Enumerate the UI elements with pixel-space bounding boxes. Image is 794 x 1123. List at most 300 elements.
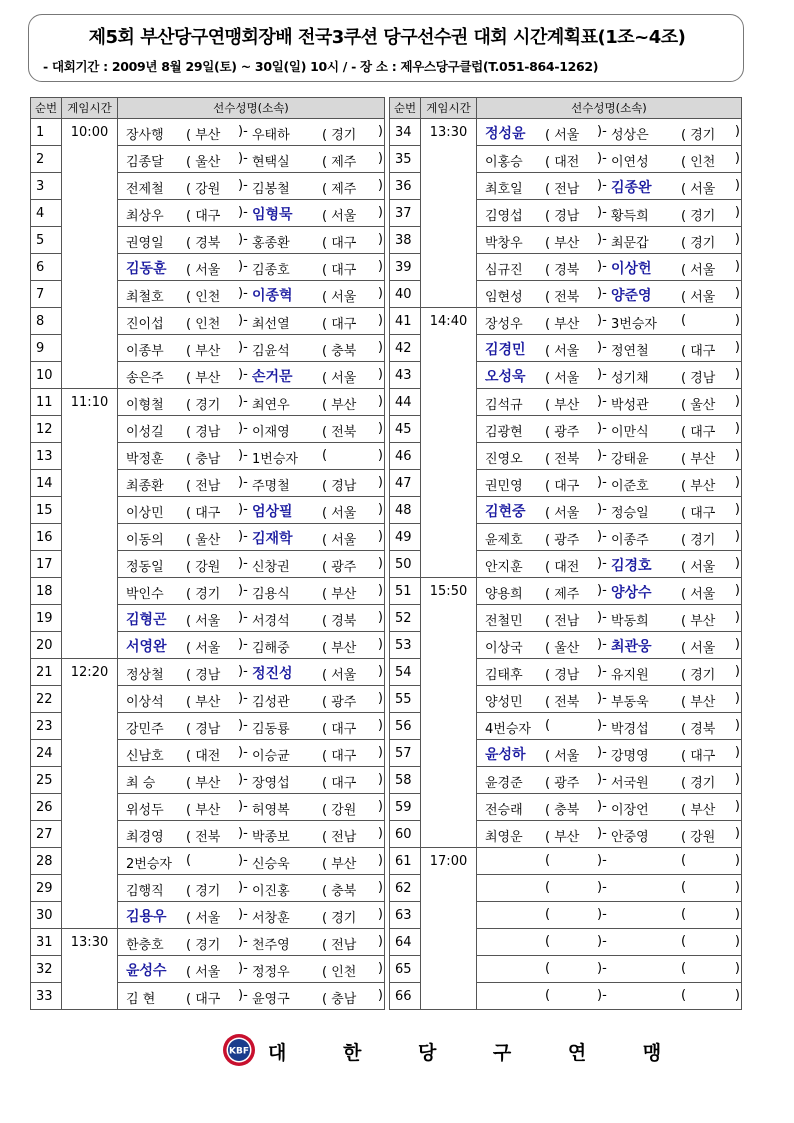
paren-close: ) [377, 799, 383, 814]
paren-close: ) [377, 826, 383, 841]
game-time [421, 551, 477, 578]
player2-name: 김봉철 [252, 182, 290, 197]
player1-affiliation [545, 799, 579, 818]
player2-affiliation [681, 313, 690, 328]
affiliation-text: 광주 [331, 560, 357, 575]
player2-affiliation [681, 799, 715, 818]
paren-close: ) [734, 556, 740, 571]
table-row [31, 713, 385, 740]
separator: )- [597, 907, 607, 922]
player2-affiliation [681, 286, 715, 305]
paren-open: ( [545, 263, 551, 278]
player1-name: 윤성하 [485, 747, 526, 763]
player2-affiliation [322, 178, 356, 197]
player2-affiliation [322, 232, 356, 251]
affiliation-text: 대구 [195, 209, 221, 224]
paren-open: ( [681, 506, 687, 521]
paren-open: ( [186, 668, 192, 683]
game-time [62, 524, 118, 551]
paren-close: ) [377, 232, 383, 247]
paren-open: ( [186, 938, 192, 953]
game-time [421, 659, 477, 686]
game-time: 11:10 [62, 389, 118, 416]
separator: )- [238, 367, 248, 382]
table-row [31, 497, 385, 524]
player1-affiliation [186, 448, 220, 467]
paren-open: ( [681, 182, 687, 197]
player1-name: 진이섭 [126, 317, 164, 332]
player2-affiliation [322, 610, 356, 629]
separator: )- [597, 232, 607, 247]
affiliation-text: 경기 [690, 533, 716, 548]
match-number: 44 [390, 389, 421, 416]
player1-affiliation [186, 367, 220, 386]
match-players [477, 767, 742, 794]
col-header-no: 순번 [390, 98, 421, 119]
affiliation-text: 충남 [195, 452, 221, 467]
table-row [31, 281, 385, 308]
player1-affiliation [545, 718, 554, 733]
match-players [477, 335, 742, 362]
paren-close: ) [377, 286, 383, 301]
separator: )- [597, 421, 607, 436]
player2-affiliation [322, 448, 331, 463]
player2-affiliation [681, 853, 690, 868]
player2-affiliation [322, 259, 356, 278]
paren-open: ( [545, 371, 551, 386]
player2-name: 이장언 [611, 803, 649, 818]
paren-open: ( [545, 934, 551, 949]
table-row [31, 848, 385, 875]
player2-name: 성상은 [611, 128, 649, 143]
affiliation-text: 전북 [331, 425, 357, 440]
player2-name: 1번승자 [252, 452, 298, 467]
paren-close: ) [377, 772, 383, 787]
game-time: 17:00 [421, 848, 477, 875]
paren-open: ( [186, 425, 192, 440]
game-time [421, 335, 477, 362]
paren-open: ( [322, 668, 328, 683]
affiliation-text: 울산 [690, 398, 716, 413]
player2-affiliation [681, 259, 715, 278]
player2-affiliation [681, 178, 715, 197]
match-players [118, 200, 385, 227]
game-time [421, 443, 477, 470]
table-row [390, 308, 742, 335]
match-number: 19 [31, 605, 62, 632]
separator: )- [597, 637, 607, 652]
separator: )- [597, 583, 607, 598]
player1-affiliation [545, 556, 579, 575]
affiliation-text: 경기 [690, 668, 716, 683]
affiliation-text: 서울 [195, 965, 221, 980]
separator: )- [238, 340, 248, 355]
table-row [390, 200, 742, 227]
player1-affiliation [186, 880, 220, 899]
player2-affiliation [681, 772, 715, 791]
affiliation-text: 전북 [554, 290, 580, 305]
paren-open: ( [322, 398, 328, 413]
paren-close: ) [734, 394, 740, 409]
separator: )- [597, 556, 607, 571]
player1-name: 위성두 [126, 803, 164, 818]
affiliation-text: 충남 [331, 992, 357, 1007]
separator: )- [238, 529, 248, 544]
match-players [118, 173, 385, 200]
affiliation-text: 전남 [331, 830, 357, 845]
player2-affiliation [322, 502, 356, 521]
table-row [31, 929, 385, 956]
paren-open: ( [681, 533, 687, 548]
paren-close: ) [377, 745, 383, 760]
match-number: 55 [390, 686, 421, 713]
player1-affiliation [545, 934, 554, 949]
table-row [390, 740, 742, 767]
player2-name: 김동룡 [252, 722, 290, 737]
paren-open: ( [545, 695, 551, 710]
player1-name: 김형곤 [126, 612, 167, 628]
separator: )- [238, 313, 248, 328]
paren-open: ( [186, 992, 192, 1007]
game-time [62, 740, 118, 767]
game-time [62, 686, 118, 713]
game-time [62, 551, 118, 578]
game-time [62, 605, 118, 632]
paren-open: ( [322, 965, 328, 980]
affiliation-text: 대구 [331, 749, 357, 764]
separator: )- [597, 529, 607, 544]
table-row [390, 875, 742, 902]
player2-name: 손거문 [252, 369, 293, 385]
affiliation-text: 대구 [331, 722, 357, 737]
player2-affiliation [681, 745, 715, 764]
game-time: 14:40 [421, 308, 477, 335]
match-number: 13 [31, 443, 62, 470]
paren-open: ( [186, 317, 192, 332]
table-row [390, 470, 742, 497]
game-time: 13:30 [62, 929, 118, 956]
player2-name: 최연우 [252, 398, 290, 413]
paren-open: ( [322, 992, 328, 1007]
player1-name: 김현중 [485, 504, 526, 520]
table-row [390, 497, 742, 524]
player1-affiliation [545, 907, 554, 922]
player1-affiliation [186, 691, 220, 710]
match-number: 65 [390, 956, 421, 983]
separator: )- [597, 610, 607, 625]
paren-open: ( [186, 776, 192, 791]
player1-name: 이종부 [126, 344, 164, 359]
paren-open: ( [681, 398, 687, 413]
affiliation-text: 서울 [331, 371, 357, 386]
paren-open: ( [186, 560, 192, 575]
player2-name: 김종호 [252, 263, 290, 278]
player2-affiliation [681, 421, 715, 440]
paren-open: ( [681, 263, 687, 278]
affiliation-text: 충북 [554, 803, 580, 818]
player1-affiliation [545, 826, 579, 845]
table-row [31, 551, 385, 578]
player2-affiliation [681, 718, 715, 737]
affiliation-text: 인천 [195, 290, 221, 305]
paren-open: ( [545, 506, 551, 521]
player1-affiliation [186, 178, 220, 197]
match-players [477, 443, 742, 470]
table-row [390, 983, 742, 1010]
separator: )- [238, 205, 248, 220]
affiliation-text: 서울 [690, 587, 716, 602]
paren-close: ) [734, 907, 740, 922]
match-players [477, 416, 742, 443]
player1-affiliation [545, 124, 579, 143]
match-number: 28 [31, 848, 62, 875]
affiliation-text: 광주 [554, 425, 580, 440]
paren-close: ) [734, 934, 740, 949]
separator: )- [238, 448, 248, 463]
player1-name: 신남호 [126, 749, 164, 764]
game-time [421, 200, 477, 227]
player1-affiliation [186, 313, 220, 332]
player1-name: 심규진 [485, 263, 523, 278]
paren-open: ( [186, 209, 192, 224]
game-time [421, 713, 477, 740]
player2-affiliation [322, 151, 356, 170]
game-time [421, 254, 477, 281]
paren-open: ( [545, 290, 551, 305]
table-row [390, 362, 742, 389]
player1-affiliation [545, 664, 579, 683]
player2-name: 윤영구 [252, 992, 290, 1007]
paren-open: ( [186, 641, 192, 656]
table-row [31, 254, 385, 281]
player2-affiliation [322, 826, 356, 845]
game-time [62, 956, 118, 983]
match-number: 49 [390, 524, 421, 551]
paren-open: ( [322, 641, 328, 656]
separator: )- [238, 502, 248, 517]
table-row [31, 740, 385, 767]
paren-open: ( [322, 263, 328, 278]
player1-affiliation [186, 394, 220, 413]
affiliation-text: 경북 [195, 236, 221, 251]
paren-close: ) [377, 178, 383, 193]
player2-name: 부동욱 [611, 695, 649, 710]
affiliation-text: 경기 [690, 776, 716, 791]
affiliation-text: 서울 [195, 263, 221, 278]
paren-open: ( [322, 722, 328, 737]
player1-affiliation [545, 583, 579, 602]
paren-close: ) [734, 286, 740, 301]
player1-name: 장사행 [126, 128, 164, 143]
match-number: 5 [31, 227, 62, 254]
affiliation-text: 경북 [690, 722, 716, 737]
match-players [118, 821, 385, 848]
affiliation-text: 광주 [554, 776, 580, 791]
affiliation-text: 경남 [554, 209, 580, 224]
player1-affiliation [545, 286, 579, 305]
paren-open: ( [186, 853, 192, 868]
paren-open: ( [186, 371, 192, 386]
player2-name: 박성관 [611, 398, 649, 413]
match-players [118, 416, 385, 443]
player2-affiliation [322, 691, 356, 710]
match-players [477, 794, 742, 821]
affiliation-text: 경기 [690, 236, 716, 251]
org-name: 대 한 당 구 연 맹 [268, 1042, 687, 1064]
player1-affiliation [545, 178, 579, 197]
paren-close: ) [377, 664, 383, 679]
player1-affiliation [186, 718, 220, 737]
affiliation-text: 부산 [195, 695, 221, 710]
player2-name: 이상헌 [611, 261, 652, 277]
paren-close: ) [734, 448, 740, 463]
player1-affiliation [545, 772, 579, 791]
separator: )- [597, 664, 607, 679]
paren-open: ( [681, 155, 687, 170]
table-row [390, 146, 742, 173]
match-number: 63 [390, 902, 421, 929]
paren-close: ) [734, 529, 740, 544]
match-number: 56 [390, 713, 421, 740]
paren-close: ) [377, 961, 383, 976]
paren-open: ( [322, 448, 328, 463]
paren-close: ) [734, 232, 740, 247]
paren-open: ( [322, 830, 328, 845]
match-number: 18 [31, 578, 62, 605]
paren-open: ( [681, 614, 687, 629]
paren-close: ) [377, 394, 383, 409]
separator: )- [597, 124, 607, 139]
paren-close: ) [734, 772, 740, 787]
player2-affiliation [681, 637, 715, 656]
player1-affiliation [186, 934, 220, 953]
separator: )- [238, 880, 248, 895]
table-row [390, 632, 742, 659]
paren-open: ( [545, 317, 551, 332]
player2-name: 현택실 [252, 155, 290, 170]
affiliation-text: 서울 [331, 506, 357, 521]
table-row [390, 578, 742, 605]
table-row [390, 119, 742, 146]
match-number: 47 [390, 470, 421, 497]
game-time [62, 308, 118, 335]
match-number: 25 [31, 767, 62, 794]
match-players [477, 146, 742, 173]
match-players [118, 956, 385, 983]
table-row [390, 686, 742, 713]
paren-open: ( [322, 506, 328, 521]
player2-affiliation [322, 313, 356, 332]
col-header-time: 게임시간 [421, 98, 477, 119]
player1-affiliation [186, 745, 220, 764]
paren-close: ) [377, 367, 383, 382]
match-players [477, 605, 742, 632]
separator: )- [238, 421, 248, 436]
match-number: 6 [31, 254, 62, 281]
game-time [62, 983, 118, 1010]
affiliation-text: 서울 [690, 263, 716, 278]
player2-name: 이연성 [611, 155, 649, 170]
table-header-row [31, 98, 385, 119]
match-players [118, 335, 385, 362]
game-time [62, 632, 118, 659]
game-time [62, 362, 118, 389]
player2-affiliation [322, 961, 356, 980]
paren-close: ) [734, 502, 740, 517]
paren-open: ( [322, 911, 328, 926]
affiliation-text: 전남 [554, 614, 580, 629]
player2-affiliation [322, 718, 356, 737]
separator: )- [238, 934, 248, 949]
player1-affiliation [545, 367, 579, 386]
table-row [390, 416, 742, 443]
table-row [31, 443, 385, 470]
paren-open: ( [681, 344, 687, 359]
affiliation-text: 부산 [195, 128, 221, 143]
affiliation-text: 서울 [331, 668, 357, 683]
affiliation-text: 부산 [554, 236, 580, 251]
match-number: 26 [31, 794, 62, 821]
affiliation-text: 인천 [331, 965, 357, 980]
paren-close: ) [734, 664, 740, 679]
paren-open: ( [186, 344, 192, 359]
table-row [390, 794, 742, 821]
affiliation-text: 경기 [331, 128, 357, 143]
game-time [62, 713, 118, 740]
paren-close: ) [377, 421, 383, 436]
player1-affiliation [186, 502, 220, 521]
affiliation-text: 서울 [690, 290, 716, 305]
player2-affiliation [681, 502, 715, 521]
match-players [118, 767, 385, 794]
player2-name: 이승균 [252, 749, 290, 764]
game-time [62, 200, 118, 227]
match-players [118, 470, 385, 497]
affiliation-text: 대구 [331, 317, 357, 332]
affiliation-text: 대구 [195, 992, 221, 1007]
paren-close: ) [377, 853, 383, 868]
player1-affiliation [545, 502, 579, 521]
affiliation-text: 경남 [690, 371, 716, 386]
match-number: 20 [31, 632, 62, 659]
table-row [31, 632, 385, 659]
table-row [390, 713, 742, 740]
game-time [421, 632, 477, 659]
player2-name: 우태하 [252, 128, 290, 143]
paren-close: ) [377, 610, 383, 625]
paren-close: ) [377, 637, 383, 652]
match-players [477, 362, 742, 389]
match-players [118, 929, 385, 956]
affiliation-text: 부산 [331, 641, 357, 656]
separator: )- [597, 772, 607, 787]
player2-affiliation [681, 529, 715, 548]
affiliation-text: 전남 [554, 182, 580, 197]
match-players [477, 200, 742, 227]
separator: )- [597, 394, 607, 409]
affiliation-text: 부산 [690, 803, 716, 818]
separator: )- [238, 691, 248, 706]
paren-close: ) [377, 313, 383, 328]
table-row [31, 821, 385, 848]
affiliation-text: 경남 [195, 668, 221, 683]
game-time [421, 929, 477, 956]
separator: )- [238, 556, 248, 571]
paren-open: ( [681, 776, 687, 791]
affiliation-text: 제주 [331, 182, 357, 197]
paren-open: ( [322, 155, 328, 170]
paren-open: ( [545, 452, 551, 467]
